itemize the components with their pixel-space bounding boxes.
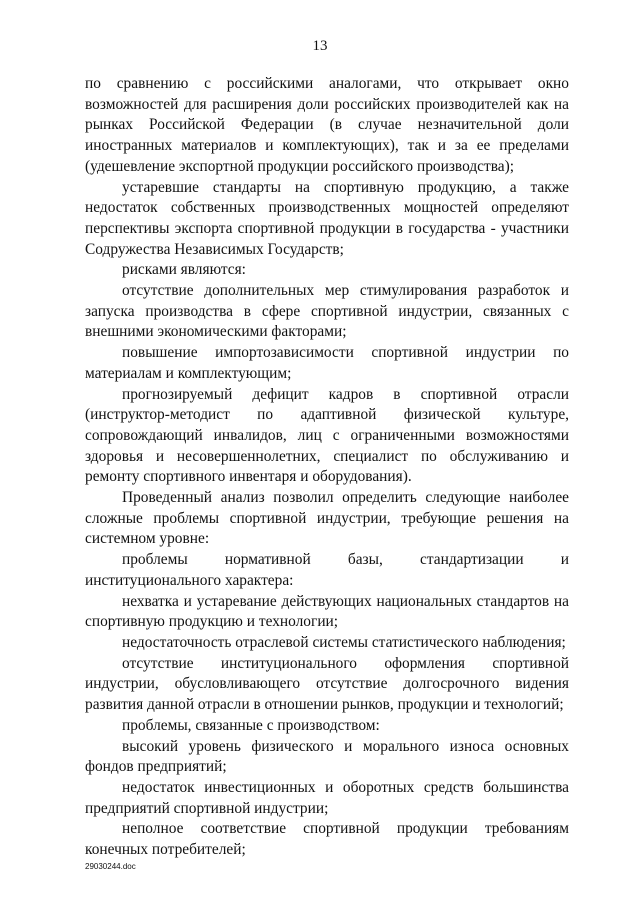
paragraph: проблемы нормативной базы, стандартизации и институционального характера: [85, 551, 569, 589]
paragraph: отсутствие институционального оформления спортивной индустрии, обусловливающего отсутствие долгосрочного видения развития данной отрасли в отношении рынков, продукции и технологий; [85, 654, 569, 714]
document-body [85, 74, 569, 861]
footer-document-code: 29030244.doc [85, 862, 136, 871]
paragraph: высокий уровень физического и морального износа основных фондов предприятий; [85, 737, 569, 776]
page-number: 13 [312, 38, 328, 54]
paragraph: проблемы, связанные с производством: [122, 716, 380, 734]
paragraph: отсутствие дополнительных мер стимулирования разработок и запуска производства в сфере спортивной индустрии, связанных с внешними экономическими факторами; [85, 282, 569, 341]
paragraph: по сравнению с российскими аналогами, что открывает окно возможностей для расширения доли российских производителей как на рынках Российской Федерации (в случае незначительной доли иностранных материалов и комплектующих), так и за ее пределами (удешевление экспортной продукции российского производства); [85, 75, 569, 175]
paragraph: устаревшие стандарты на спортивную продукцию, а также недостаток собственных производственных мощностей определяют перспективы экспорта спортивной продукции в государства - участники Содружества Независимых Государств; [85, 178, 569, 258]
paragraph: рисками являются: [122, 261, 246, 279]
paragraph: повышение импортозависимости спортивной индустрии по материалам и комплектующим; [85, 344, 569, 382]
paragraph: неполное соответствие спортивной продукции требованиям конечных потребителей; [85, 820, 569, 859]
paragraph: нехватка и устаревание действующих национальных стандартов на спортивную продукцию и технологии; [85, 592, 569, 631]
paragraph: недостаточность отраслевой системы статистического наблюдения; [122, 633, 566, 651]
paragraph: прогнозируемый дефицит кадров в спортивной отрасли (инструктор-методист по адаптивной физической культуре, сопровождающий инвалидов, лиц с ограниченными возможностями здоровья и несовершеннолетних, специалист по обслуживанию и ремонту спортивного инвентаря и оборудования). [85, 385, 569, 486]
paragraph: Проведенный анализ позволил определить следующие наиболее сложные проблемы спортивной индустрии, требующие решения на системном уровне: [85, 489, 569, 548]
paragraph: недостаток инвестиционных и оборотных средств большинства предприятий спортивной индустрии; [85, 778, 569, 817]
